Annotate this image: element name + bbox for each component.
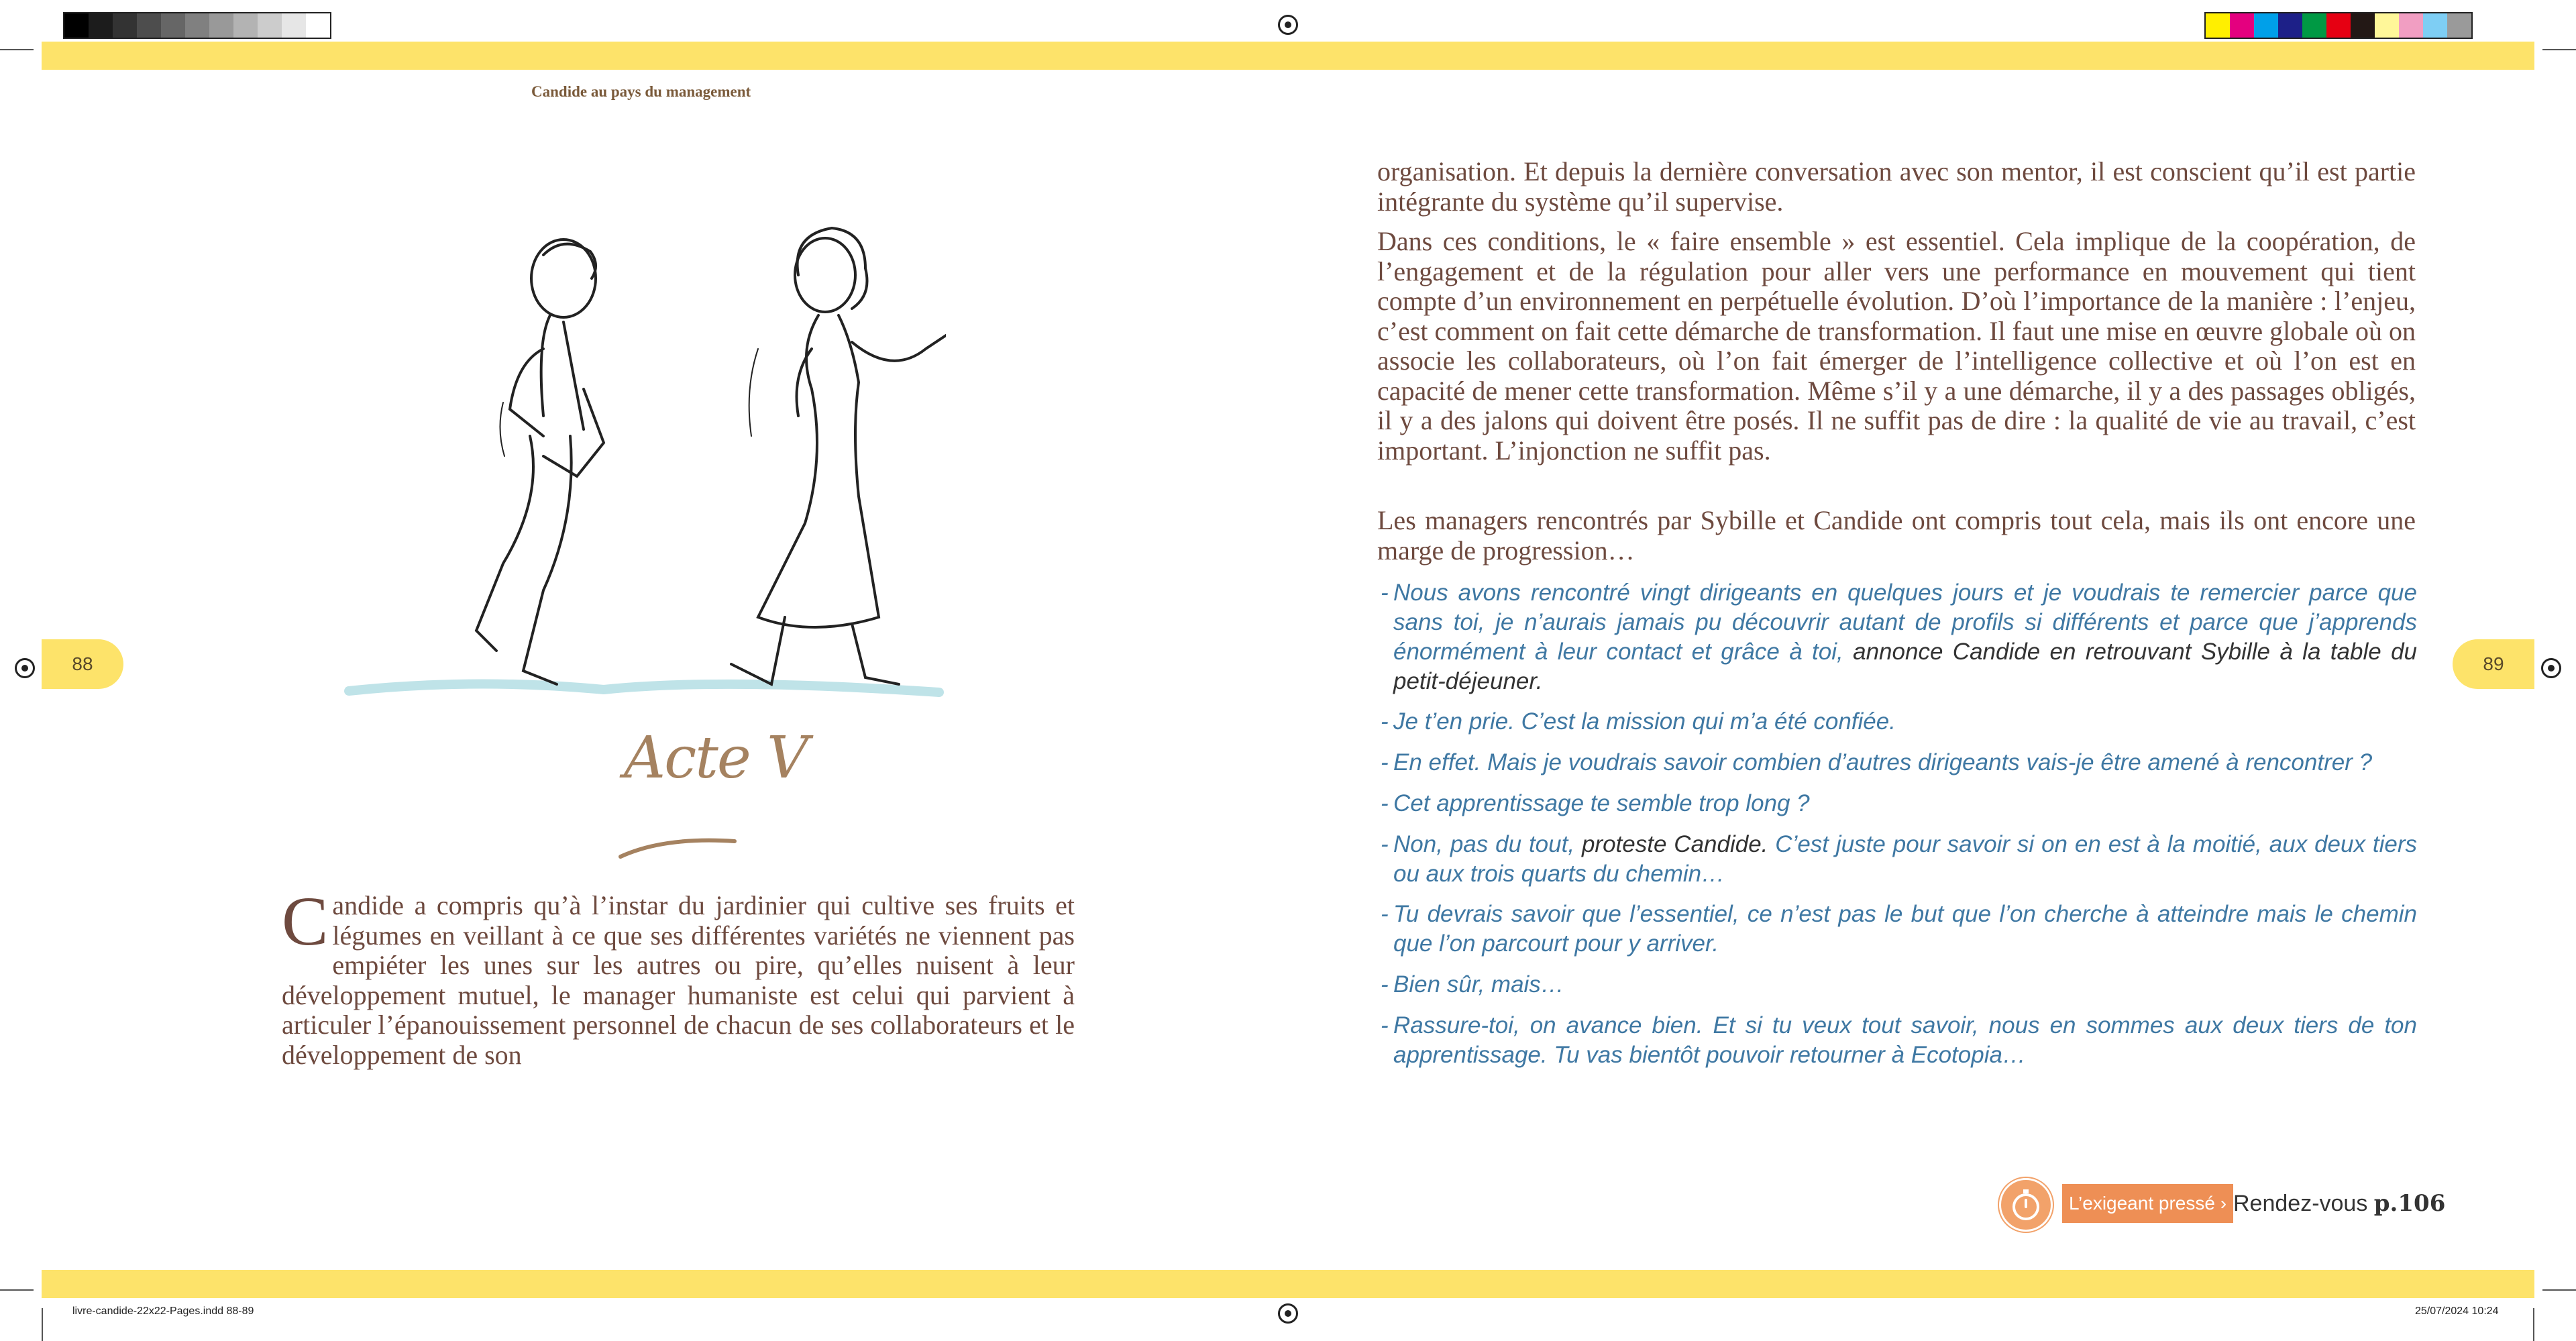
badge-label[interactable]: L’exigeant pressé › <box>2062 1184 2233 1223</box>
color-swatch <box>113 13 137 38</box>
color-swatch <box>2302 13 2326 38</box>
crop-mark <box>0 49 34 50</box>
dialogue-narration: proteste Candide. <box>1574 831 1768 857</box>
dialogue-speech: Rassure-toi, on avance bien. Et si tu veux tout savoir, nous en sommes aux deux tiers de ton apprentissage. Tu vas bientôt pouvoir retourner à Ecotopia… <box>1393 1012 2417 1068</box>
dialogue-dash: - <box>1381 708 1389 735</box>
color-swatch <box>306 13 330 38</box>
color-swatch <box>258 13 282 38</box>
dialogue-dash: - <box>1381 1012 1389 1038</box>
dialogue-speech-continued: C’est juste pour savoir si on en est à la moitié, aux deux tiers ou aux trois quarts du chemin… <box>1393 831 2417 887</box>
dialogue-speech: Cet apprentissage te semble trop long ? <box>1393 790 1810 816</box>
running-head: Candide au pays du management <box>531 83 751 100</box>
color-swatch <box>161 13 185 38</box>
body-paragraph: Les managers rencontrés par Sybille et Candide ont compris tout cela, mais ils ont encore une marge de progression… <box>1377 505 2416 566</box>
crop-mark <box>2542 49 2576 50</box>
bottom-band <box>42 1270 2534 1298</box>
color-swatch <box>64 13 89 38</box>
drop-cap: C <box>282 883 329 960</box>
dialogue-speech: En effet. Mais je voudrais savoir combien d’autres dirigeants vais-je être amené à rencontrer ? <box>1393 749 2373 775</box>
color-swatch <box>89 13 113 38</box>
badge-page-number: p.106 <box>2373 1190 2446 1217</box>
color-swatch <box>2423 13 2447 38</box>
crop-mark <box>42 1308 43 1341</box>
color-swatch <box>2375 13 2399 38</box>
color-swatch <box>2206 13 2230 38</box>
color-swatch <box>2351 13 2375 38</box>
badge-prefix: Rendez-vous <box>2233 1191 2374 1216</box>
page-number-left: 88 <box>42 639 123 689</box>
body-paragraph: Dans ces conditions, le « faire ensemble » est essentiel. Cela implique de la coopération, de l’engagement et de la régulation pour aller vers une performance en mouvement qui tient compte d’un environnement en perpétuelle évolution. D’où l’importance de la manière : l’enjeu, c’est comment on fait cette démarche de transformation. Il faut une mise en œuvre globale où on associe les collaborateurs, où l’on fait émerger de l’intelligence collective et où l’on est en capacité de mener cette transformation. Même s’il y a une démarche, il y a des passages obligés, il y a des jalons qui doivent être posés. Il ne suffit pas de dire : la qualité de vie au travail, c’est important. L’injonction ne suffit pas. <box>1377 226 2416 466</box>
illustration-man-woman <box>342 215 946 704</box>
gray-swatches <box>63 12 331 39</box>
dialogue-narration: annonce Candide en retrouvant Sybille à la table du petit-déjeuner. <box>1393 639 2417 694</box>
color-swatch <box>209 13 233 38</box>
color-swatch <box>2254 13 2278 38</box>
stopwatch-icon-glyph <box>2001 1180 2051 1230</box>
dialogue-speech: Je t’en prie. C’est la mission qui m’a été confiée. <box>1393 708 1896 735</box>
dialogue-dash: - <box>1381 901 1389 927</box>
intro-text: andide a compris qu’à l’instar du jardinier qui cultive ses fruits et légumes en veillant à ce que ses différentes variétés ne viennent pas empiéter les unes sur les autres ou pire, qu’elles nuisent à leur développement mutuel, le manager humaniste est celui qui parvient à articuler l’épanouissement personnel de chacun de ses collaborateurs et le développement de son <box>282 890 1075 1070</box>
dialogue-text <box>1381 578 2417 696</box>
dialogue-line <box>1381 1011 2417 1070</box>
dialogue-speech: Tu devrais savoir que l’essentiel, ce n’est pas le but que l’on cherche à atteindre mais le chemin que l’on parcourt pour y arriver. <box>1393 901 2417 957</box>
color-swatch <box>2326 13 2351 38</box>
color-swatches <box>2204 12 2473 39</box>
dialogue-line <box>1381 900 2417 959</box>
dialogue-dash: - <box>1381 790 1389 816</box>
color-swatch <box>282 13 306 38</box>
color-swatch <box>137 13 161 38</box>
crop-mark <box>0 1289 34 1291</box>
dialogue-dash: - <box>1381 831 1389 857</box>
dialogue-line <box>1381 707 2417 737</box>
dialogue-line <box>1381 578 2417 696</box>
dialogue-line <box>1381 748 2417 777</box>
color-swatch <box>2278 13 2302 38</box>
crop-mark <box>2542 1289 2576 1291</box>
registration-mark-top <box>1278 15 1298 35</box>
color-swatch <box>2399 13 2423 38</box>
dialogue-speech: Non, pas du tout, <box>1393 831 1575 857</box>
registration-mark-bottom <box>1278 1303 1298 1324</box>
crop-mark <box>2533 1308 2534 1341</box>
dialogue-line <box>1381 970 2417 1000</box>
color-swatch <box>185 13 209 38</box>
dialogue-dash: - <box>1381 749 1389 775</box>
dialogue-dash: - <box>1381 971 1389 998</box>
dialogue-speech: Nous avons rencontré vingt dirigeants en quelques jours et je voudrais te remercier parce que sans toi, je n’aurais jamais pu découvrir autant de profils si différents et parce que j’apprends énormément à leur contact et grâce à toi, <box>1393 580 2417 665</box>
title-swash <box>617 833 738 860</box>
color-swatch <box>233 13 258 38</box>
color-swatch <box>2447 13 2471 38</box>
dialogue-line <box>1381 789 2417 818</box>
intro-paragraph <box>282 883 1075 1070</box>
registration-mark-left <box>15 658 35 678</box>
chapter-title: Acte V <box>624 725 808 792</box>
page-number-right: 89 <box>2453 639 2534 689</box>
dialogue-speech: Bien sûr, mais… <box>1393 971 1564 998</box>
badge-page-ref <box>2233 1190 2445 1217</box>
color-swatch <box>2230 13 2254 38</box>
registration-mark-right <box>2541 658 2561 678</box>
dialogue-dash: - <box>1381 580 1389 606</box>
dialogue-line <box>1381 830 2417 889</box>
slug-date: 25/07/2024 10:24 <box>2415 1305 2499 1317</box>
body-paragraph: organisation. Et depuis la dernière conversation avec son mentor, il est conscient qu’il est partie intégrante du système qu’il supervise. <box>1377 156 2416 217</box>
top-band <box>42 42 2534 70</box>
slug-filename: livre-candide-22x22-Pages.indd 88-89 <box>72 1305 254 1317</box>
stopwatch-icon <box>1999 1178 2053 1232</box>
dialogue-text <box>1381 830 2417 889</box>
